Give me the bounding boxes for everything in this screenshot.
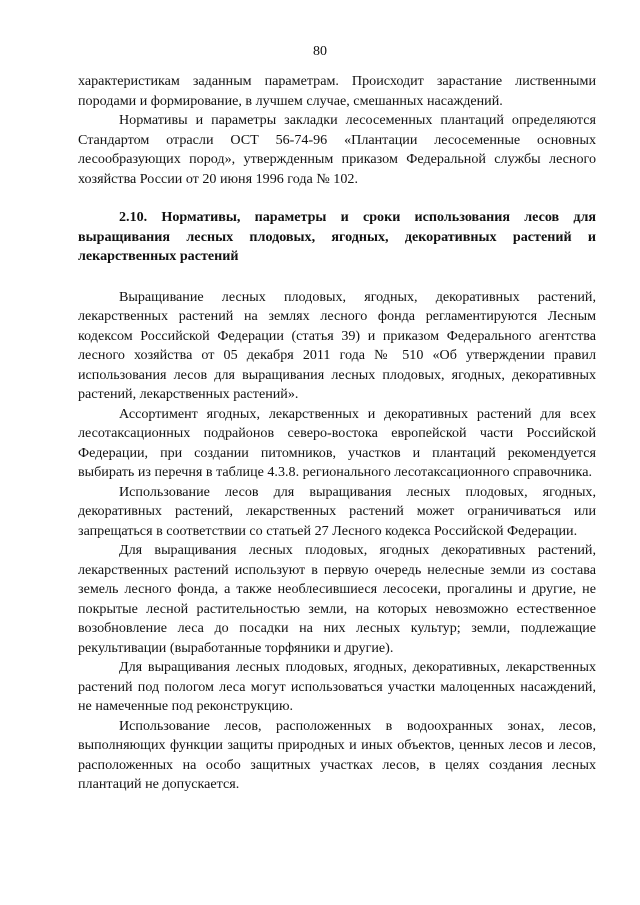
paragraph: Ассортимент ягодных, лекарственных и декоративных растений для всех лесотаксационных подрайонов северо-востока европейской части Российской Федерации, при создании питомников, участков и плантаций рекомендуется выбирать из перечня в таблице 4.3.8. регионального лесотаксационного справочника.: [78, 405, 596, 480]
paragraph: Выращивание лесных плодовых, ягодных, декоративных растений, лекарственных растений на землях лесного фонда регламентируются Лесным кодексом Российской Федерации (статья 39) и приказом Федерального агентства лесного хозяйства от 05 декабря 2011 года № 510 «Об утверждении правил использования лесов для выращивания лесных плодовых, ягодных, декоративных растений, лекарственных растений».: [78, 288, 596, 402]
page-number: 80: [313, 44, 327, 59]
paragraph: Использование лесов для выращивания лесных плодовых, ягодных, декоративных растений, лекарственных растений может ограничиваться или запрещаться в соответствии со статьей 27 Лесного кодекса Российской Федерации.: [78, 483, 596, 539]
paragraph: Использование лесов, расположенных в водоохранных зонах, лесов, выполняющих функции защиты природных и иных объектов, ценных лесов и лесов, расположенных на особо защитных участках лесов, в целях создания лесных плантаций не допускается.: [78, 717, 596, 792]
page-content: [78, 72, 596, 795]
section-heading: 2.10. Нормативы, параметры и сроки использования лесов для выращивания лесных плодовых, ягодных, декоративных растений и лекарственных растений: [78, 209, 596, 264]
paragraph: Для выращивания лесных плодовых, ягодных декоративных растений, лекарственных растений используют в первую очередь нелесные земли из состава земель лесного фонда, а также необлесившиеся лесосеки, прогалины и другие, не покрытые лесной растительностью земли, на которых невозможно естественное возобновление леса до посадки на них лесных культур; земли, подлежащие рекультивации (выработанные торфяники и другие).: [78, 542, 596, 656]
paragraph: характеристикам заданным параметрам. Происходит зарастание лиственными породами и формирование, в лучшем случае, смешанных насаждений.: [78, 73, 596, 109]
paragraph: Для выращивания лесных плодовых, ягодных, декоративных, лекарственных растений под пологом леса могут использоваться участки малоценных насаждений, не намеченные под реконструкцию.: [78, 659, 596, 714]
paragraph: Нормативы и параметры закладки лесосеменных плантаций определяются Стандартом отрасли ОСТ 56-74-96 «Плантации лесосеменные основных лесообразующих пород», утвержденным приказом Федеральной службы лесного хозяйства России от 20 июня 1996 года № 102.: [78, 112, 596, 187]
